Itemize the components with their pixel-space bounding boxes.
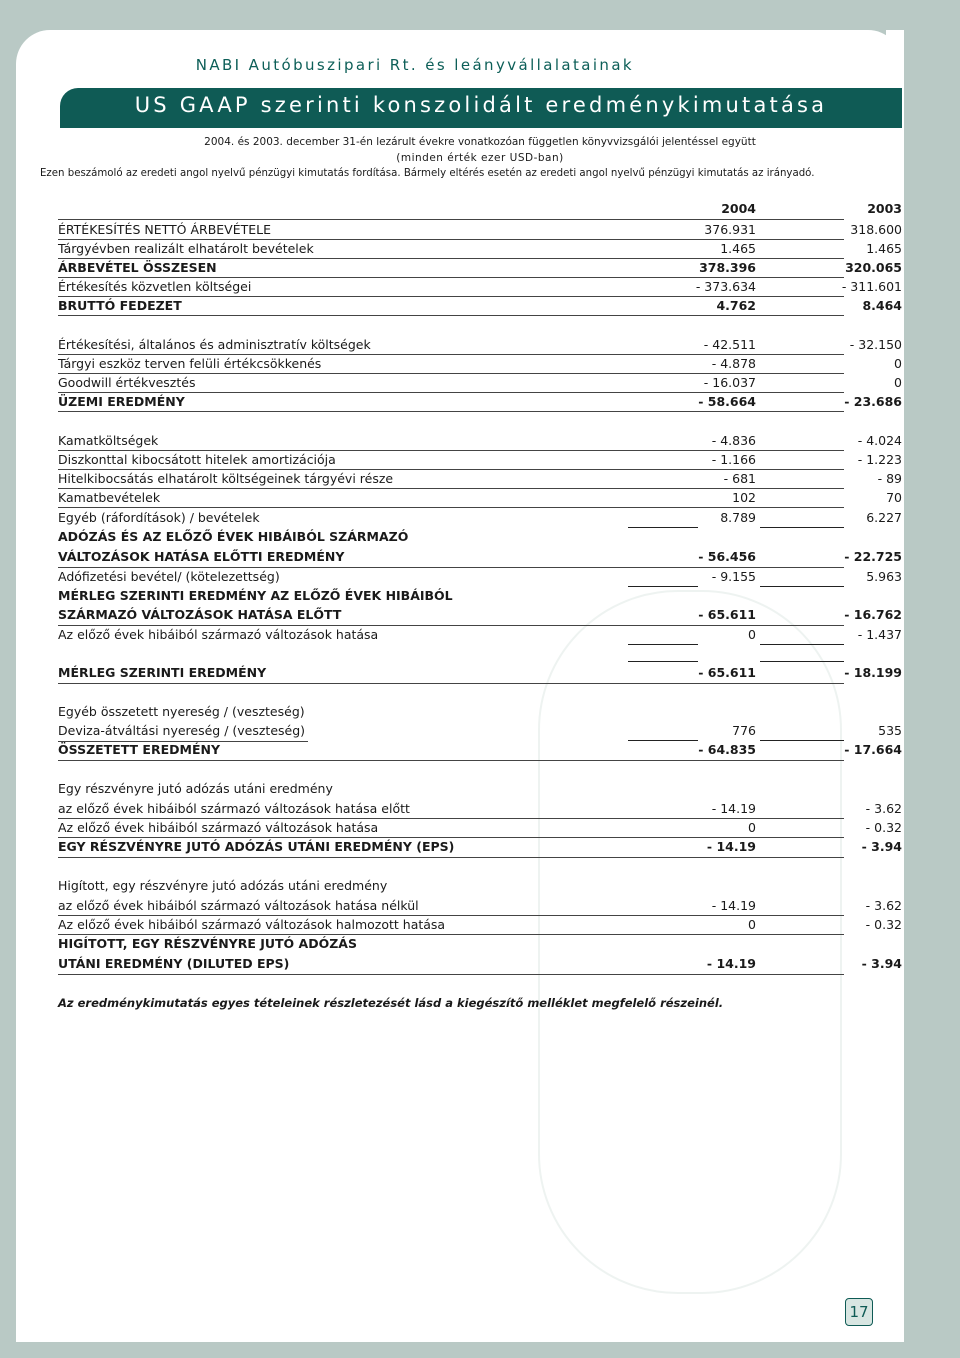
table-row: Egyéb (ráfordítások) / bevételek 8.789 6.227 — [58, 510, 902, 525]
row-rule — [58, 411, 844, 412]
company-name: NABI Autóbuszipari Rt. és leányvállalatainak — [195, 56, 634, 74]
table-row: az előző évek hibáiból származó változások hatása nélkül - 14.19 - 3.62 — [58, 898, 902, 913]
footnote: Az eredménykimutatás egyes tételeinek részletezését lásd a kiegészítő melléklet megfelelő részeinél. — [58, 996, 724, 1010]
table-row: Kamatbevételek 102 70 — [58, 490, 902, 505]
table-row: Az előző évek hibáiból származó változások halmozott hatása 0 - 0.32 — [58, 917, 902, 932]
table-row: ADÓZÁS ÉS AZ ELŐZŐ ÉVEK HIBÁIBÓL SZÁRMAZÓ — [58, 529, 409, 544]
table-row: Goodwill értékvesztés - 16.037 0 — [58, 375, 902, 390]
table-row: az előző évek hibáiból származó változások hatása előtt - 14.19 - 3.62 — [58, 801, 902, 816]
table-row: Diszkonttal kibocsátott hitelek amortizációja - 1.166 - 1.223 — [58, 452, 902, 467]
table-row: Hitelkibocsátás elhatárolt költségeinek tárgyévi része - 681 - 89 — [58, 471, 902, 486]
table-row: MÉRLEG SZERINTI EREDMÉNY AZ ELŐZŐ ÉVEK HIBÁIBÓL — [58, 588, 453, 603]
column-2004: 2004 — [721, 201, 756, 216]
table-row: Értékesítési, általános és adminisztratív költségek - 42.511 - 32.150 — [58, 337, 902, 352]
row-rule — [58, 683, 844, 684]
table-row: MÉRLEG SZERINTI EREDMÉNY - 65.611 - 18.199 — [58, 665, 902, 680]
table-row: Kamatköltségek - 4.836 - 4.024 — [58, 433, 902, 448]
page-number: 17 — [845, 1298, 873, 1326]
table-row: EGY RÉSZVÉNYRE JUTÓ ADÓZÁS UTÁNI EREDMÉNY (EPS) - 14.19 - 3.94 — [58, 839, 902, 854]
table-row: ÜZEMI EREDMÉNY - 58.664 - 23.686 — [58, 394, 902, 409]
row-rule — [58, 974, 844, 975]
table-row: HIGÍTOTT, EGY RÉSZVÉNYRE JUTÓ ADÓZÁS — [58, 936, 357, 951]
column-header-row — [58, 200, 902, 218]
row-rule — [58, 857, 844, 858]
header-rule — [58, 219, 844, 220]
table-row: Deviza-átváltási nyereség / (veszteség) 776 535 — [58, 723, 902, 738]
table-row: Értékesítés közvetlen költségei - 373.634 - 311.601 — [58, 279, 902, 294]
table-row: SZÁRMAZÓ VÁLTOZÁSOK HATÁSA ELŐTT - 65.611 - 16.762 — [58, 607, 902, 622]
subtitle-translation-note: Ezen beszámoló az eredeti angol nyelvű pénzügyi kimutatás fordítása. Bármely eltérés esetén az eredeti angol nyelvű pénzügyi kimutatás az irányadó. — [40, 168, 815, 179]
row-rule — [58, 760, 844, 761]
subtitle-period: 2004. és 2003. december 31-én lezárult évekre vonatkozóan független könyvvizsgálói jelentéssel együtt — [204, 136, 756, 148]
subtotal-rule — [628, 644, 698, 645]
table-row: ÁRBEVÉTEL ÖSSZESEN 378.396 320.065 — [58, 260, 902, 275]
row-rule — [58, 315, 844, 316]
table-row: ÉRTÉKESÍTÉS NETTÓ ÁRBEVÉTELE 376.931 318.600 — [58, 222, 902, 237]
table-row: Tárgyi eszköz terven felüli értékcsökkenés - 4.878 0 — [58, 356, 902, 371]
table-row: BRUTTÓ FEDEZET 4.762 8.464 — [58, 298, 902, 313]
table-row: ÖSSZETETT EREDMÉNY - 64.835 - 17.664 — [58, 742, 902, 757]
subtitle-currency: (minden érték ezer USD-ban) — [396, 152, 564, 164]
title-banner — [60, 88, 902, 128]
table-row: Egy részvényre jutó adózás utáni eredmény — [58, 781, 333, 796]
subtotal-rule — [760, 661, 844, 662]
subtotal-rule — [628, 661, 698, 662]
column-2003: 2003 — [867, 201, 902, 216]
table-row: Tárgyévben realizált elhatárolt bevételek 1.465 1.465 — [58, 241, 902, 256]
subtotal-rule — [760, 644, 844, 645]
table-row: Az előző évek hibáiból származó változások hatása 0 - 1.437 — [58, 627, 902, 642]
table-row: Higított, egy részvényre jutó adózás utáni eredmény — [58, 878, 388, 893]
table-row: UTÁNI EREDMÉNY (DILUTED EPS) - 14.19 - 3.94 — [58, 956, 902, 971]
table-row: VÁLTOZÁSOK HATÁSA ELŐTTI EREDMÉNY - 56.456 - 22.725 — [58, 549, 902, 564]
page-title: US GAAP szerinti konszolidált eredménykimutatása — [134, 93, 828, 117]
table-row: Az előző évek hibáiból származó változások hatása 0 - 0.32 — [58, 820, 902, 835]
table-row: Egyéb összetett nyereség / (veszteség) — [58, 704, 305, 719]
row-rule — [58, 507, 844, 508]
table-row: Adófizetési bevétel/ (kötelezettség) - 9.155 5.963 — [58, 569, 902, 584]
